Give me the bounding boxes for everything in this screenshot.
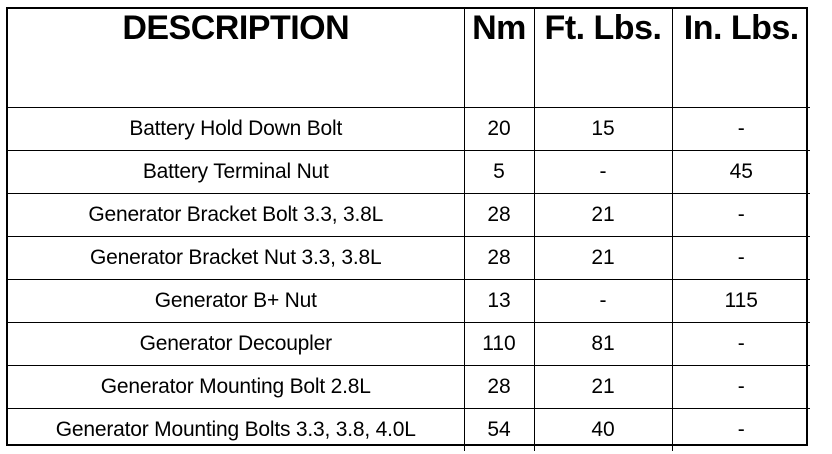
cell-in-lbs: - [672, 323, 810, 366]
cell-nm: 5 [464, 151, 534, 194]
cell-in-lbs: - [672, 194, 810, 237]
cell-ft-lbs: 40 [534, 409, 672, 452]
table-row [8, 409, 810, 452]
cell-in-lbs: 45 [672, 151, 810, 194]
cell-in-lbs: - [672, 237, 810, 280]
cell-nm: 20 [464, 108, 534, 151]
table-row [8, 323, 810, 366]
cell-description: Battery Terminal Nut [8, 151, 464, 194]
cell-in-lbs: - [672, 366, 810, 409]
cell-description: Generator Decoupler [8, 323, 464, 366]
table-row [8, 194, 810, 237]
cell-description: Generator Bracket Bolt 3.3, 3.8L [8, 194, 464, 237]
cell-in-lbs: 115 [672, 280, 810, 323]
cell-ft-lbs: 21 [534, 194, 672, 237]
header-row [8, 9, 810, 108]
cell-description: Generator Bracket Nut 3.3, 3.8L [8, 237, 464, 280]
table-row [8, 151, 810, 194]
cell-ft-lbs: 21 [534, 237, 672, 280]
cell-ft-lbs: - [534, 280, 672, 323]
cell-nm: 110 [464, 323, 534, 366]
header-description: DESCRIPTION [8, 9, 464, 108]
table-row [8, 280, 810, 323]
cell-description: Generator B+ Nut [8, 280, 464, 323]
cell-nm: 54 [464, 409, 534, 452]
cell-ft-lbs: 21 [534, 366, 672, 409]
header-in-lbs: In. Lbs. [672, 9, 810, 108]
cell-nm: 28 [464, 366, 534, 409]
cell-ft-lbs: - [534, 151, 672, 194]
cell-description: Generator Mounting Bolt 2.8L [8, 366, 464, 409]
table-row [8, 366, 810, 409]
cell-ft-lbs: 15 [534, 108, 672, 151]
table-row [8, 237, 810, 280]
cell-nm: 13 [464, 280, 534, 323]
cell-nm: 28 [464, 237, 534, 280]
torque-spec-table [8, 9, 810, 451]
header-nm: Nm [464, 9, 534, 108]
cell-in-lbs: - [672, 108, 810, 151]
cell-nm: 28 [464, 194, 534, 237]
table-header [8, 9, 810, 108]
cell-in-lbs: - [672, 409, 810, 452]
cell-description: Battery Hold Down Bolt [8, 108, 464, 151]
table-row [8, 108, 810, 151]
header-ft-lbs: Ft. Lbs. [534, 9, 672, 108]
torque-spec-sheet [6, 7, 808, 446]
cell-ft-lbs: 81 [534, 323, 672, 366]
table-body [8, 108, 810, 452]
cell-description: Generator Mounting Bolts 3.3, 3.8, 4.0L [8, 409, 464, 452]
